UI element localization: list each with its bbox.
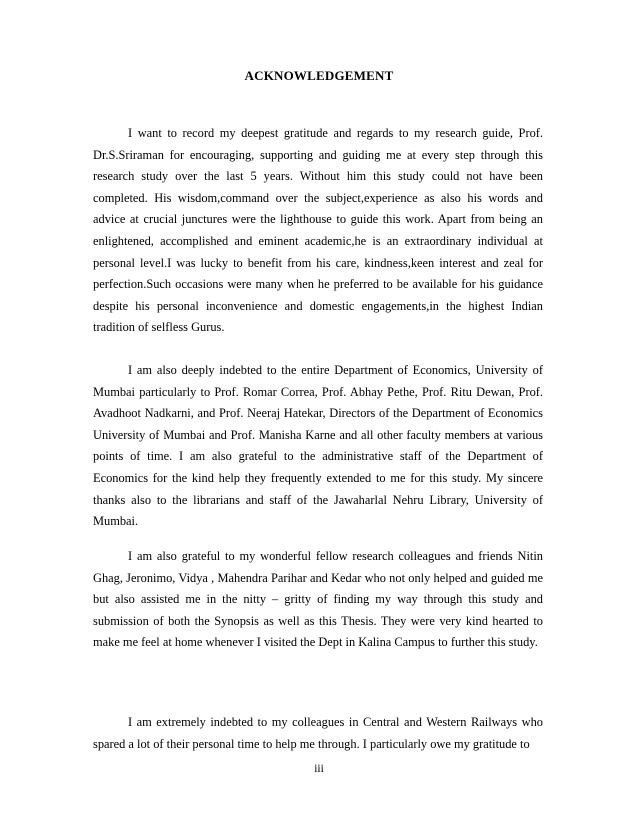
- paragraph-department: I am also deeply indebted to the entire Department of Economics, University of Mumbai particularly to Prof. Romar Correa, Prof. Abhay Pethe, Prof. Ritu Dewan, Prof. Avadhoot Nadkarni, and Prof. Neeraj Hatekar, Directors of the Department of Economics University of Mumbai and Prof. Manisha Karne and all other faculty members at various points of time. I am also grateful to the administrative staff of the Department of Economics for the kind help they frequently extended to me for this study. My sincere thanks also to the librarians and staff of the Jawaharlal Nehru Library, University of Mumbai.: [93, 363, 543, 529]
- page-number: iii: [314, 763, 324, 775]
- paragraph-railways: I am extremely indebted to my colleagues in Central and Western Railways who spared a lot of their personal time to help me through. I particularly owe my gratitude to: [93, 715, 543, 751]
- paragraph-research-guide: I want to record my deepest gratitude and regards to my research guide, Prof. Dr.S.Sriraman for encouraging, supporting and guiding me at every step through this research study over the last 5 years. Without him this study could not have been completed. His wisdom,command over the subject,experience as also his words and advice at crucial junctures were the lighthouse to guide this work. Apart from being an enlightened, accomplished and eminent academic,he is an extraordinary individual at personal level.I was lucky to benefit from his care, kindness,keen interest and zeal for perfection.Such occasions were many when he preferred to be available for his guidance despite his personal inconvenience and domestic engagements,in the highest Indian tradition of selfless Gurus.: [93, 126, 543, 335]
- paragraph-colleagues: I am also grateful to my wonderful fellow research colleagues and friends Nitin Ghag, Jeronimo, Vidya , Mahendra Parihar and Kedar who not only helped and guided me but also assisted me in the nitty – gritty of finding my way through this study and submission of both the Synopsis as well as this Thesis. They were very kind hearted to make me feel at home whenever I visited the Dept in Kalina Campus to further this study.: [93, 549, 543, 650]
- page-title: ACKNOWLEDGEMENT: [244, 68, 394, 83]
